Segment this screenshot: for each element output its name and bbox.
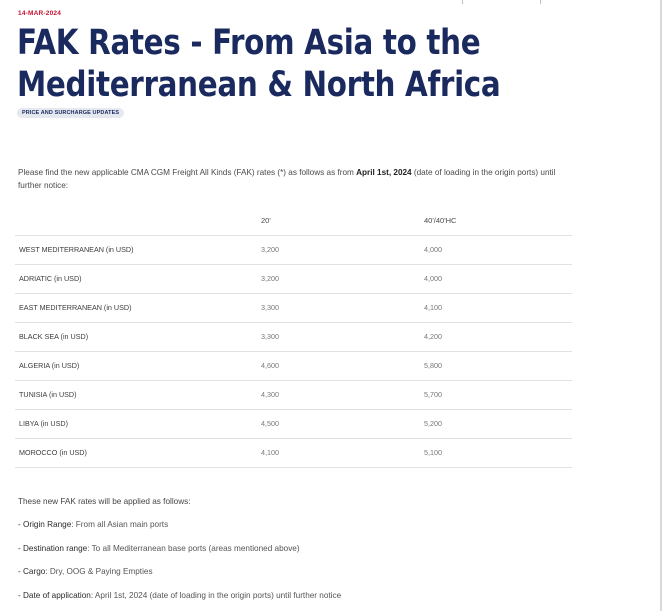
rate-40-cell: 5,700 — [420, 380, 572, 409]
region-cell: TUNISIA (in USD) — [15, 380, 255, 409]
table-header-row — [15, 206, 572, 235]
rate-20-cell: 4,600 — [255, 351, 420, 380]
rate-20-cell: 3,200 — [255, 264, 420, 293]
rate-40-cell: 5,200 — [420, 409, 572, 438]
table-row — [15, 380, 572, 409]
region-cell: LIBYA (in USD) — [15, 409, 255, 438]
rates-table — [15, 206, 572, 468]
condition-label: - Cargo — [18, 567, 46, 576]
region-cell: ALGERIA (in USD) — [15, 351, 255, 380]
condition-destination — [18, 544, 300, 553]
rate-40-cell: 5,800 — [420, 351, 572, 380]
intro-text-before: Please find the new applicable CMA CGM Freight All Kinds (FAK) rates (*) as follows as from — [18, 168, 357, 177]
rate-20-cell: 3,200 — [255, 235, 420, 264]
region-cell: MOROCCO (in USD) — [15, 438, 255, 467]
condition-label: - Destination range — [18, 544, 88, 553]
table-row — [15, 438, 572, 467]
condition-value: : Dry, OOG & Paying Empties — [45, 567, 153, 576]
title-line-1: FAK Rates - From Asia to the — [17, 23, 481, 63]
condition-label: - Origin Range — [18, 520, 72, 529]
rate-40-cell: 4,200 — [420, 322, 572, 351]
condition-label: - Date of application — [18, 591, 91, 600]
table-row — [15, 264, 572, 293]
title-line-2: Mediterranean & North Africa — [17, 65, 501, 105]
condition-origin — [18, 520, 168, 529]
category-tag[interactable]: PRICE AND SURCHARGE UPDATES — [17, 108, 124, 118]
rate-40-cell: 4,100 — [420, 293, 572, 322]
condition-cargo — [18, 567, 153, 576]
table-row — [15, 409, 572, 438]
rate-20-cell: 4,300 — [255, 380, 420, 409]
header-region — [15, 206, 255, 235]
rate-20-cell: 4,100 — [255, 438, 420, 467]
table-row — [15, 293, 572, 322]
application-heading: These new FAK rates will be applied as follows: — [18, 497, 191, 506]
intro-text-after: (date of loading in the origin ports) until further notice: — [18, 168, 556, 190]
region-cell: WEST MEDITERRANEAN (in USD) — [15, 235, 255, 264]
page-title — [17, 22, 501, 106]
region-cell: EAST MEDITERRANEAN (in USD) — [15, 293, 255, 322]
condition-value: : From all Asian main ports — [71, 520, 169, 529]
header-40ft: 40'/40'HC — [424, 215, 457, 225]
rate-40-cell: 4,000 — [420, 235, 572, 264]
header-20ft: 20' — [261, 215, 271, 225]
table-row — [15, 235, 572, 264]
condition-date — [18, 591, 341, 600]
rate-40-cell: 4,000 — [420, 264, 572, 293]
rate-20-cell: 4,500 — [255, 409, 420, 438]
publish-date: 14-MAR-2024 — [18, 10, 62, 17]
intro-effective-date: April 1st, 2024 — [356, 168, 412, 177]
condition-value: : To all Mediterranean base ports (areas mentioned above) — [87, 544, 300, 553]
rate-40-cell: 5,100 — [420, 438, 572, 467]
table-row — [15, 322, 572, 351]
region-cell: BLACK SEA (in USD) — [15, 322, 255, 351]
top-divider-tick — [462, 0, 463, 4]
rate-20-cell: 3,300 — [255, 322, 420, 351]
top-divider-tick — [540, 0, 541, 4]
rate-20-cell: 3,300 — [255, 293, 420, 322]
intro-paragraph — [18, 166, 578, 192]
table-row — [15, 351, 572, 380]
region-cell: ADRIATIC (in USD) — [15, 264, 255, 293]
condition-value: : April 1st, 2024 (date of loading in the origin ports) until further notice — [90, 591, 342, 600]
